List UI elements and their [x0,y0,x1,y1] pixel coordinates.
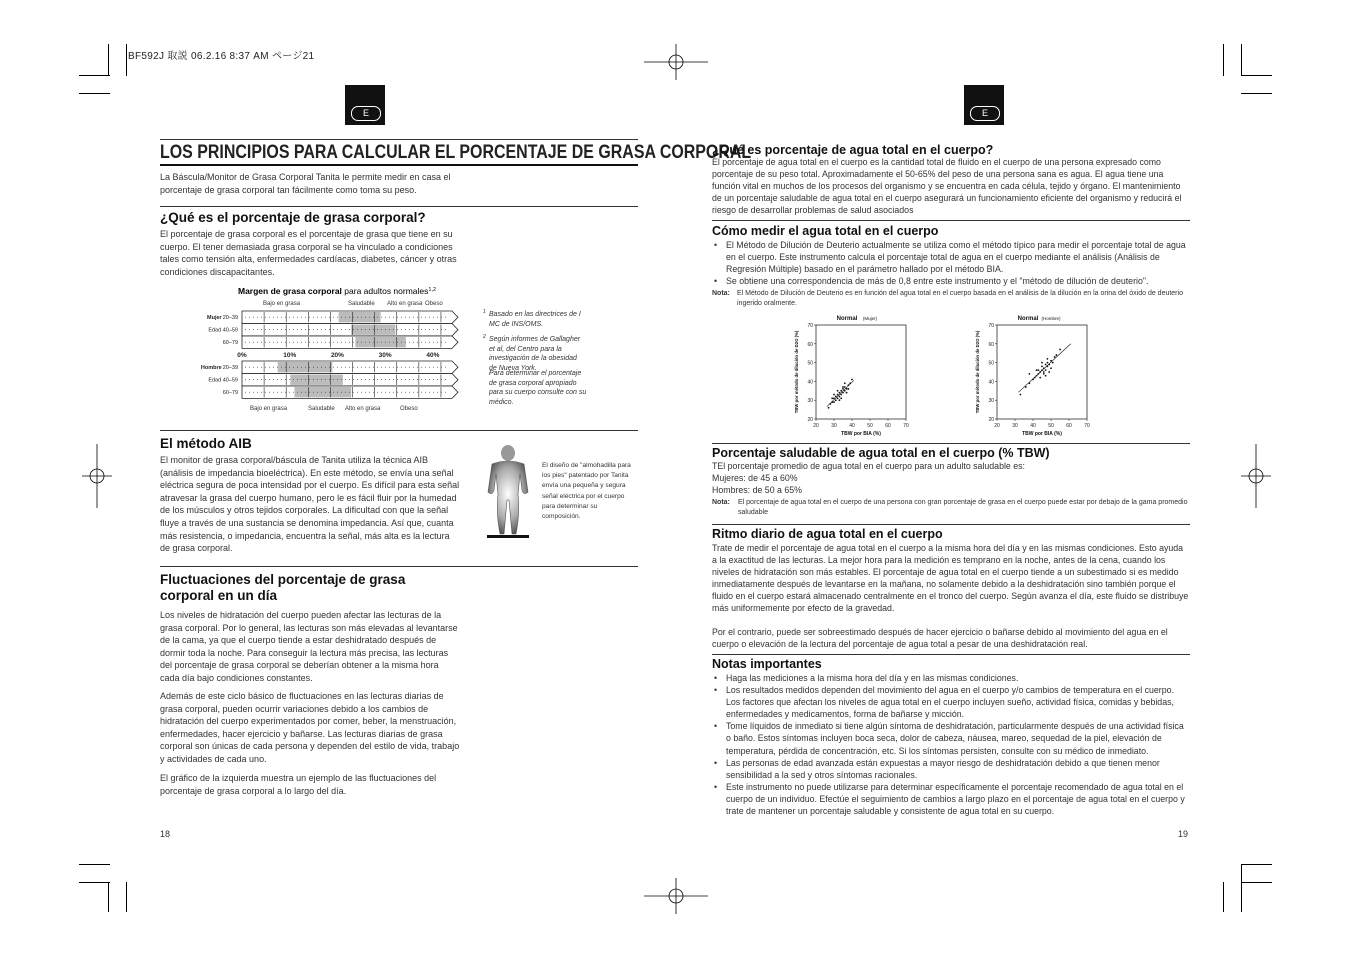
y-tick-label: 30 [988,398,994,405]
data-point [833,401,835,403]
x-tick-label: 50 [1048,423,1054,429]
chart-healthy-zone [355,337,405,347]
crop-mark [79,864,110,865]
data-point [1041,365,1043,367]
chart-subtitle: (Hombre) [1041,316,1061,321]
data-point [1043,367,1045,369]
data-point [1047,362,1049,364]
list-item: • Tome líquidos de inmediato si tiene algún síntoma de deshidratación, particularmente después de una actividad física o baño. Estos síntomas incluyen boca seca, dolor de cabeza, náusea, mareo, sequedad de la piel, elevación de temperatura, pérdida de concentración, etc. Si los síntomas persisten, consulte con su médico de inmediato. [712,720,1190,756]
tbw-scatter-mujer [786,313,912,439]
data-point [839,396,841,398]
data-point [849,382,851,384]
section-heading: Porcentaje saludable de agua total en el cuerpo (% TBW) [712,446,1050,460]
crop-mark [1223,44,1224,76]
data-point [1059,349,1061,351]
data-point [848,384,850,386]
data-point [830,403,832,405]
chart-axis-tick-label: 0% [237,352,247,359]
data-point [1048,371,1050,373]
y-axis-label: TBW por método de dilución de D2O (%) [975,330,980,414]
section-heading: Notas importantes [712,657,822,671]
x-tick-label: 40 [849,423,855,429]
chart-row-group: Mujer [207,315,222,322]
figure-caption: El diseño de "almohadilla para los pies" patentado por Tanita envía una pequeña y segura señal eléctrica por el cuerpo para determinar su composición. [542,462,631,521]
crop-mark [79,93,110,94]
chart-category-label: Bajo en grasa [250,406,288,412]
data-point [1029,382,1031,384]
data-point [1034,377,1036,379]
data-point [1041,369,1043,371]
chart-category-label: Alto en grasa [345,406,381,412]
section-body: Por el contrario, puede ser sobreestimado después de hacer ejercicio o bañarse debido al movimiento del agua en el cuerpo o elevación de la lectura del porcentaje de agua total a pesar de una deshidratación real. [712,627,1168,650]
divider [712,654,1190,655]
crop-mark [126,44,127,76]
section-body: El porcentaje de grasa corporal es el porcentaje de grasa que tiene en su cuerpo. El tener demasiada grasa corporal se ha vinculado a condiciones tales como tensión alta, enfermedades cardíacas, diabetes, cáncer y otras condiciones discapacitantes. [160,229,457,277]
y-tick-label: 60 [807,341,813,348]
section-body: TEl porcentaje promedio de agua total en el cuerpo para un adulto saludable es: [712,461,1025,471]
data-point [1045,375,1047,377]
chart-healthy-zone [339,312,381,322]
note: Nota: El porcentaje de agua total en el cuerpo de una persona con gran porcentaje de grasa en el cuerpo puede estar por debajo de la gama promedio saludable [712,499,1188,516]
y-tick-label: 40 [807,379,813,386]
bullet-list [712,239,1190,287]
data-point [844,382,846,384]
data-point [1039,377,1041,379]
language-badge-left [345,85,385,125]
data-point [1038,369,1040,371]
data-point [844,390,846,392]
data-point [1048,364,1050,366]
chart-row-label [201,365,238,371]
crop-mark [126,882,127,912]
data-point [839,392,841,394]
data-point [1056,354,1058,356]
data-point [840,394,842,396]
language-badge-label: E [970,106,1000,121]
chart-title: Margen de grasa corporal para adultos normales$^{1,2}$ [238,286,437,296]
data-point [837,390,839,392]
chart-row-age: 20–39 [222,365,238,372]
crop-mark [108,882,109,912]
section-body: El gráfico de la izquierda muestra un ejemplo de las fluctuaciones del porcentaje de grasa corporal a lo largo del día. [160,773,437,796]
x-axis-label: TBW por BIA (%) [1022,431,1062,437]
registration-target-right [1241,444,1271,508]
divider [712,524,1190,525]
section-heading: Ritmo diario de agua total en el cuerpo [712,527,943,541]
data-point [844,386,846,388]
crop-mark [1223,882,1224,912]
chart-healthy-zone [290,375,343,385]
data-point [1039,371,1041,373]
data-point [833,394,835,396]
section-heading: ¿Qué es el porcentaje de grasa corporal? [160,210,426,225]
crop-mark [1241,882,1272,883]
y-tick-label: 60 [988,341,994,348]
section-body: Trate de medir el porcentaje de agua total en el cuerpo a la misma hora del día y en las mismas condiciones. Esto ayuda a la exactitud de las lecturas. La mejor hora para la medición es temprano en la noche, antes de la cena, cuando los niveles de hidratación son más estables. El porcentaje de agua total en el cuerpo tiende a un subestimado si es medido inmediatamente después de levantarse en la mañana, no solamente debido a la deshidratación sino también porque el fluido en el cuerpo estará almacenado centralmente en el tronco del cuerpo. Según avanza el día, este fluido se distribuye más uniformemente por efecto de la gravedad. [712,543,1189,614]
data-point [846,392,848,394]
chart-row-group: Hombre [200,365,222,372]
divider [160,430,638,431]
section-body: El monitor de grasa corporal/báscula de Tanita utiliza la técnica AIB (análisis de impedancia bioeléctrica). En este método, se envía una señal eléctrica segura de poca intensidad por el cuerpo. Es difícil para esta señal atravesar la grasa del cuerpo humano, pero le es fácil fluir por la humedad de los músculos y otros tejidos corporales. La dificultad con que la señal fluye a través de una sustancia se denomina impedancia. Así que, cuanta más resistencia, o impedancia, encuentra la señal, más alta es la lectura de grasa corporal. [160,455,460,554]
section-heading: Cómo medir el agua total en el cuerpo [712,224,939,238]
x-axis-label: TBW por BIA (%) [841,431,881,437]
bullet-list [712,672,1190,817]
chart-row-label [207,315,238,321]
data-point [839,399,841,401]
data-point [837,397,839,399]
chart-row-label [223,390,238,396]
page-title: LOS PRINCIPIOS PARA CALCULAR EL PORCENTAJE DE GRASA CORPORAL [160,142,752,163]
divider [160,206,638,207]
x-tick-label: 30 [1012,423,1018,429]
divider [160,139,638,140]
data-point [1045,364,1047,366]
chart-subtitle: (Mujer) [862,316,878,321]
y-tick-label: 20 [807,417,813,423]
x-tick-label: 20 [994,423,1000,429]
section-body: Los niveles de hidratación del cuerpo pueden afectar las lecturas de la grasa corporal. Por lo general, las lecturas son más elevadas al levantarse de la cama, ya que el cuerpo tiende a estar deshidratado después de dormir toda la noche. Para conseguir la lectura más precisa, las lecturas del porcentaje de grasa corporal se deberían obtener a la misma hora cada día bajo condiciones constantes. [160,610,458,683]
data-point [1050,367,1052,369]
crop-mark [1241,44,1242,76]
divider [160,566,638,567]
footnote: Para determinar el porcentaje de grasa corporal apropiado para su cuerpo consulte con su médico. [489,370,587,406]
data-point [1047,365,1049,367]
registration-target-bottom [644,878,708,914]
registration-target-left [82,444,112,508]
data-point [1036,369,1038,371]
body-figure-illustration [478,444,538,540]
data-point [1038,373,1040,375]
list-item: • El Método de Dilución de Deuterio actualmente se utiliza como el método típico para medir el porcentaje total de agua en el cuerpo. Este instrumento calcula el porcentaje total de agua en el cuerpo mediante el análisis (Análisis de Regresión Múltiple) basado en el parámetro hallado por el método BIA. [712,239,1190,275]
list-item: • Se obtiene una correspondencia de más de 0,8 entre este instrumento y el "método de dilución de deuterio". [712,275,1190,287]
crop-mark [108,44,109,76]
plot-frame [816,325,906,419]
section-body: Hombres: de 50 a 65% [712,485,802,495]
section-body: El porcentaje de agua total en el cuerpo es la cantidad total de fluido en el cuerpo de una persona expresado como porcentaje de su peso total. Aproximadamente el 50-65% del peso de una persona sana es agua. El agua tiene una función vital en muchos de los procesos del organismo y se encuentra en cada célula, tejido y órgano. El mantenimiento de un porcentaje saludable de agua total en el cuerpo asegurará un funcionamiento eficiente del organismo y reducirá el riesgo de desarrollar problemas de salud asociados [712,157,1182,216]
footnote: 2 Según informes de Gallagher et al, del Centro para la investigación de la obesidad de Nueva York. [483,334,581,372]
body-fat-range-chart [190,282,475,414]
list-item: • Los resultados medidos dependen del movimiento del agua en el cuerpo y/o cambios de temperatura en el cuerpo. Los factores que afectan los niveles de agua total en el cuerpo incluyen sueño, actividad física, comidas y bebidas, enfermedades y medicamentos, forma de bañarse y micción. [712,684,1190,720]
y-tick-label: 70 [988,323,994,329]
x-tick-label: 40 [1030,423,1036,429]
y-tick-label: 40 [988,379,994,386]
registration-target-top [644,44,708,80]
chart-row-label [208,378,238,384]
data-point [1045,369,1047,371]
data-point [837,394,839,396]
data-point [833,397,835,399]
plot-frame [997,325,1087,419]
language-badge-right [964,85,1004,125]
chart-row-age: 60–79 [222,340,238,347]
chart-title: Normal [836,316,858,322]
data-point [835,396,837,398]
data-point [851,379,853,381]
x-tick-label: 60 [1066,423,1072,429]
crop-mark [1241,864,1272,865]
data-point [1029,373,1031,375]
y-axis-label: TBW por método de dilución de D2O (%) [794,330,799,414]
chart-category-label: Obeso [425,301,443,307]
section-body: Mujeres: de 45 a 60% [712,473,798,483]
footnote: 1 Basado en las directrices de I MC de INS/OMS. [483,309,581,328]
chart-row-age: 20–39 [222,315,238,322]
y-tick-label: 50 [988,360,994,367]
chart-axis-tick-label: 10% [283,352,297,359]
data-point [1043,373,1045,375]
page-number: 18 [160,829,171,839]
data-point [846,388,848,390]
chart-category-label: Saludable [348,301,375,307]
section-heading: Fluctuaciones del porcentaje de grasa corporal en un día [160,572,406,603]
data-point [831,397,833,399]
x-tick-label: 60 [885,423,891,429]
crop-mark [79,75,110,76]
y-tick-label: 30 [807,398,813,405]
divider [712,220,1190,221]
chart-title: Normal [1017,316,1039,322]
page-number: 19 [1178,829,1189,839]
crop-mark [79,882,110,883]
x-tick-label: 20 [813,423,819,429]
crop-mark [1241,75,1272,76]
section-heading: El método AIB [160,436,252,451]
data-point [1047,358,1049,360]
y-tick-label: 70 [807,323,813,329]
list-item: • Haga las mediciones a la misma hora del día y en las mismas condiciones. [712,672,1190,684]
chart-axis-tick-label: 40% [426,352,440,359]
data-point [842,386,844,388]
list-item: • Las personas de edad avanzada están expuestas a mayor riesgo de deshidratación debido a que tienen menor sensibilidad a la sed y otros síntomas racionales. [712,757,1190,781]
data-point [1054,356,1056,358]
regression-line [1019,344,1071,392]
tbw-scatter-hombre [967,313,1093,439]
divider [712,443,1190,444]
chart-row-age: Edad 40–59 [208,377,238,384]
data-point [1043,371,1045,373]
data-point [842,392,844,394]
x-tick-label: 70 [1084,423,1090,429]
chart-axis-tick-label: 30% [378,352,392,359]
x-tick-label: 70 [903,423,909,429]
chart-category-label: Alto en grasa [387,301,423,307]
divider [160,164,638,166]
chart-category-label: Obeso [400,406,418,412]
crop-mark [1241,864,1242,912]
regression-line [827,380,854,406]
data-point [1052,362,1054,364]
data-point [1041,362,1043,364]
chart-axis-tick-label: 20% [330,352,344,359]
data-point [848,388,850,390]
section-body: Además de este ciclo básico de fluctuaciones en las lecturas diarias de grasa corporal, pueden ocurrir variaciones debido a los cambios de hidratación del cuerpo experimentados por comer, beber, la menstruación, enfermedades, hacer ejercicio y bañarse. Las lecturas diarias de grasa corporal son únicas de cada persona y dependen del estilo de vida, trabajo y actividades de cada uno. [160,691,460,764]
x-tick-label: 50 [867,423,873,429]
note: Nota: El Método de Dilución de Deuterio es en función del agua total en el cuerpo basada en el análisis de la dilución en la orina del óxido de deuterio ingerido oralmente. [712,290,1183,307]
section-heading: ¿Qué es porcentaje de agua total en el cuerpo? [712,143,994,157]
chart-category-label: Bajo en grasa [263,301,301,307]
y-tick-label: 20 [988,417,994,423]
crop-mark [1241,93,1272,94]
chart-healthy-zone [295,387,352,397]
data-point [831,401,833,403]
chart-row-age: Edad 40–59 [208,327,238,334]
data-point [1050,360,1052,362]
data-point [1036,375,1038,377]
data-point [842,388,844,390]
data-point [1032,379,1034,381]
chart-row-age: 60–79 [222,390,238,397]
y-tick-label: 50 [807,360,813,367]
data-point [1020,394,1022,396]
language-badge-label: E [351,106,381,121]
data-point [840,397,842,399]
chart-row-label [208,328,238,334]
data-point [835,399,837,401]
chart-category-label: Saludable [308,406,335,412]
intro-text: La Báscula/Monitor de Grasa Corporal Tanita le permite medir en casa el porcentaje de grasa corporal tan fácilmente como toma su peso. [160,172,451,195]
data-point [828,407,830,409]
data-point [1025,386,1027,388]
list-item: • Este instrumento no puede utilizarse para determinar específicamente el porcentaje recomendado de agua total en el cuerpo de un individuo. Efectúe el seguimiento de cambios a largo plazo en el porcentaje de agua total en el cuerpo y trate de mantener un porcentaje saludable y consistente de agua total en su cuerpo. [712,781,1190,817]
x-tick-label: 30 [831,423,837,429]
print-header: BF592J 取説 06.2.16 8:37 AM ページ21 [128,51,315,62]
chart-row-label [223,340,238,346]
data-point [840,390,842,392]
